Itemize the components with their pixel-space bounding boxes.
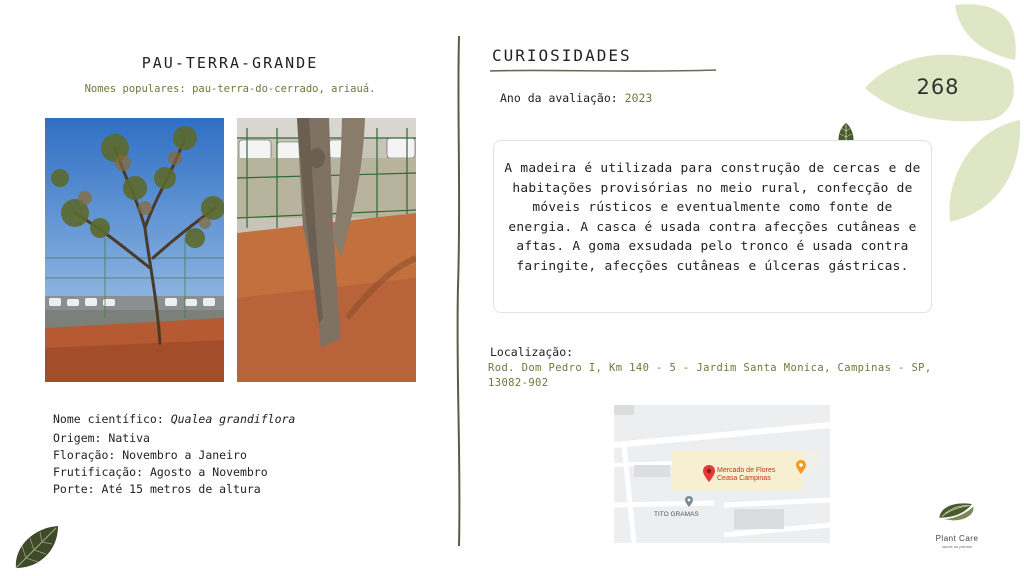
location-map[interactable] — [614, 405, 830, 543]
origin-value: Nativa — [108, 431, 150, 445]
scientific-name-row — [53, 411, 295, 428]
origin-row — [53, 430, 295, 447]
flowering-value: Novembro a Janeiro — [122, 448, 247, 462]
popular-names — [45, 83, 415, 95]
flowering-row — [53, 447, 295, 464]
map-pin-icon — [703, 465, 715, 482]
scientific-name-value: Qualea grandiflora — [170, 412, 296, 426]
size-row — [53, 481, 295, 498]
tree-photo — [45, 118, 224, 382]
plant-care-logo — [923, 500, 991, 534]
species-title: PAU-TERRA-GRANDE — [141, 54, 319, 72]
size-value: Até 15 metros de altura — [101, 482, 261, 496]
map-place-line2: Ceasa Campinas — [717, 475, 771, 482]
logo-name: Plant Care — [935, 534, 979, 543]
evaluation-year-label: Ano da avaliação: — [500, 91, 618, 105]
decorative-leaf-icon — [12, 522, 60, 570]
flowering-label: Floração: — [53, 448, 116, 462]
page-number: 268 — [916, 75, 960, 99]
fruiting-value: Agosto a Novembro — [149, 465, 268, 479]
location-label: Localização: — [490, 345, 574, 359]
origin-label: Origem: — [53, 431, 102, 445]
popular-names-value: pau-terra-do-cerrado, ariauá. — [192, 83, 376, 95]
trunk-photo — [237, 118, 416, 382]
popular-names-label: Nomes populares: — [84, 83, 186, 95]
map-place-label — [717, 467, 775, 483]
location-address: Rod. Dom Pedro I, Km 140 - 5 - Jardim Santa Monica, Campinas - SP, 13082-902 — [488, 362, 932, 389]
food-pin-icon — [796, 460, 806, 474]
evaluation-year — [500, 91, 652, 105]
title-underline — [490, 68, 716, 74]
poi-pin-icon — [685, 496, 693, 507]
decorative-leaves — [860, 0, 1024, 230]
column-divider — [452, 36, 466, 546]
map-poi-label: TITO GRAMAS — [654, 511, 699, 518]
species-facts — [53, 411, 295, 498]
fruiting-label: Frutificação: — [53, 465, 144, 479]
fruiting-row — [53, 464, 295, 481]
scientific-name-label: Nome científico: — [53, 412, 164, 426]
logo-tagline: saúde as plantas — [941, 544, 973, 549]
evaluation-year-value: 2023 — [624, 91, 653, 105]
map-place-line1: Mercado de Flores — [717, 467, 776, 474]
curiosities-text: A madeira é utilizada para construção de cercas e de habitações provisórias no meio rural, confecção de móveis rústicos e eventualmente como fonte de energia. A casca é usada contra afecções cutâneas e aftas. A goma exsudada pelo tronco é usada contra faringite, afecções cutâneas e úlceras gástricas. — [504, 161, 921, 274]
size-label: Porte: — [53, 482, 95, 496]
curiosities-title: CURIOSIDADES — [492, 46, 632, 65]
